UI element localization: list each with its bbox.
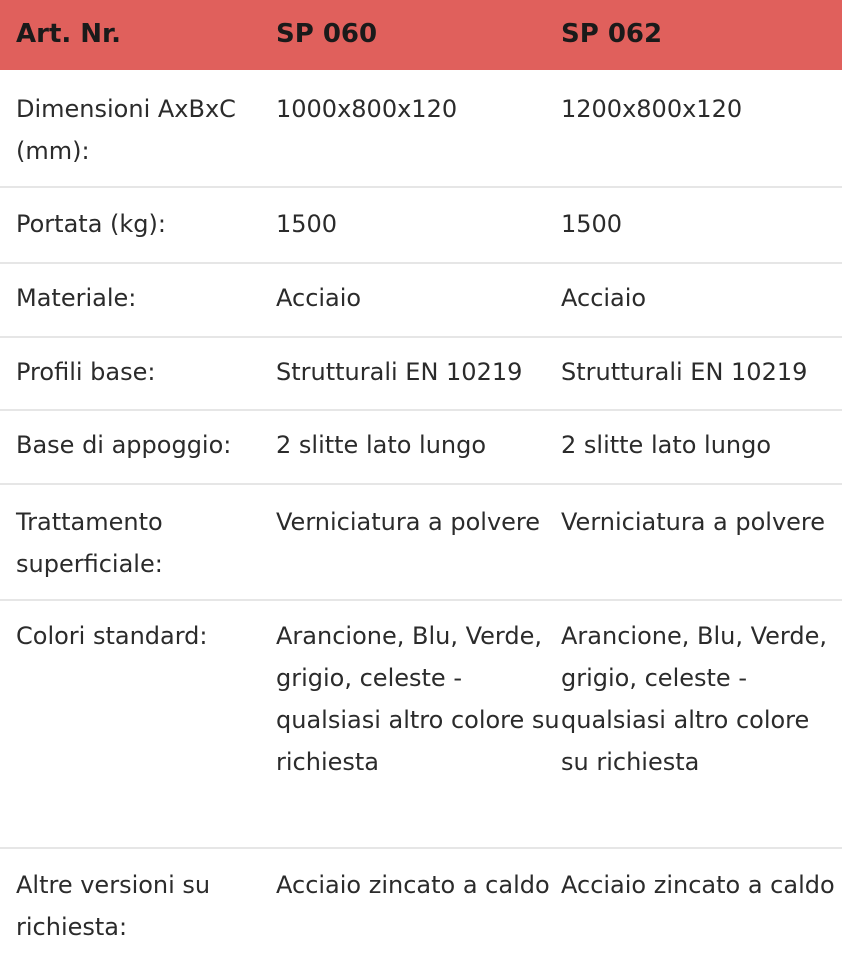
cell-text: Strutturali EN 10219 [276,358,523,386]
cell-text: 1200x800x120 [561,95,743,123]
sp-062-value [561,337,842,410]
cell-text: 1500 [276,210,338,238]
table-row [0,337,842,410]
sp-060-value [276,70,561,187]
sp-062-value [561,484,842,600]
cell-text: 2 slitte lato lungo [561,431,772,459]
spec-table-header [0,0,842,70]
table-row [0,187,842,263]
sp-060-value [276,187,561,263]
cell-text: Colori standard: [16,622,208,650]
header-row [0,0,842,70]
row-label [0,187,276,263]
cell-text: Acciaio [561,284,647,312]
row-label [0,410,276,484]
row-label [0,848,276,964]
row-label [0,600,276,848]
cell-text: Strutturali EN 10219 [561,358,808,386]
cell-text: Base di appoggio: [16,431,232,459]
cell-text: 1500 [561,210,623,238]
sp-062-value [561,848,842,964]
sp-060-value [276,848,561,964]
cell-text: Acciaio zincato a caldo [561,871,835,899]
sp-060-value [276,410,561,484]
cell-text: Acciaio [276,284,362,312]
cell-text: Dimensioni AxBxC (mm): [16,95,236,165]
row-label [0,70,276,187]
row-label [0,337,276,410]
cell-text: Altre versioni su richiesta: [16,871,211,941]
header-cell-art-nr: Art. Nr. [16,19,122,49]
sp-062-value [561,187,842,263]
header-cell-sp-062: SP 062 [561,19,663,49]
cell-text: Acciaio zincato a caldo [276,871,550,899]
cell-text: Profili base: [16,358,156,386]
header-cell-sp-060: SP 060 [276,19,378,49]
sp-062-value [561,600,842,848]
sp-060-value [276,484,561,600]
cell-text: Verniciatura a polvere [276,508,541,536]
table-row [0,410,842,484]
spec-table-body [0,70,842,964]
sp-060-value [276,263,561,337]
cell-text: Trattamento superficiale: [16,508,163,578]
sp-062-value [561,263,842,337]
table-row [0,848,842,964]
cell-text: Verniciatura a polvere [561,508,826,536]
table-row [0,70,842,187]
row-label [0,484,276,600]
cell-text: Materiale: [16,284,137,312]
sp-062-value [561,70,842,187]
sp-062-value [561,410,842,484]
table-row [0,263,842,337]
table-row [0,600,842,848]
row-label [0,263,276,337]
cell-text: Arancione, Blu, Verde, grigio, celeste - qualsiasi altro colore su richiesta [276,622,560,776]
cell-text: 2 slitte lato lungo [276,431,487,459]
cell-text: Portata (kg): [16,210,166,238]
sp-060-value [276,600,561,848]
sp-060-value [276,337,561,410]
cell-text: Arancione, Blu, Verde, grigio, celeste - qualsiasi altro colore su richiesta [561,622,827,776]
cell-text: 1000x800x120 [276,95,458,123]
table-row [0,484,842,600]
